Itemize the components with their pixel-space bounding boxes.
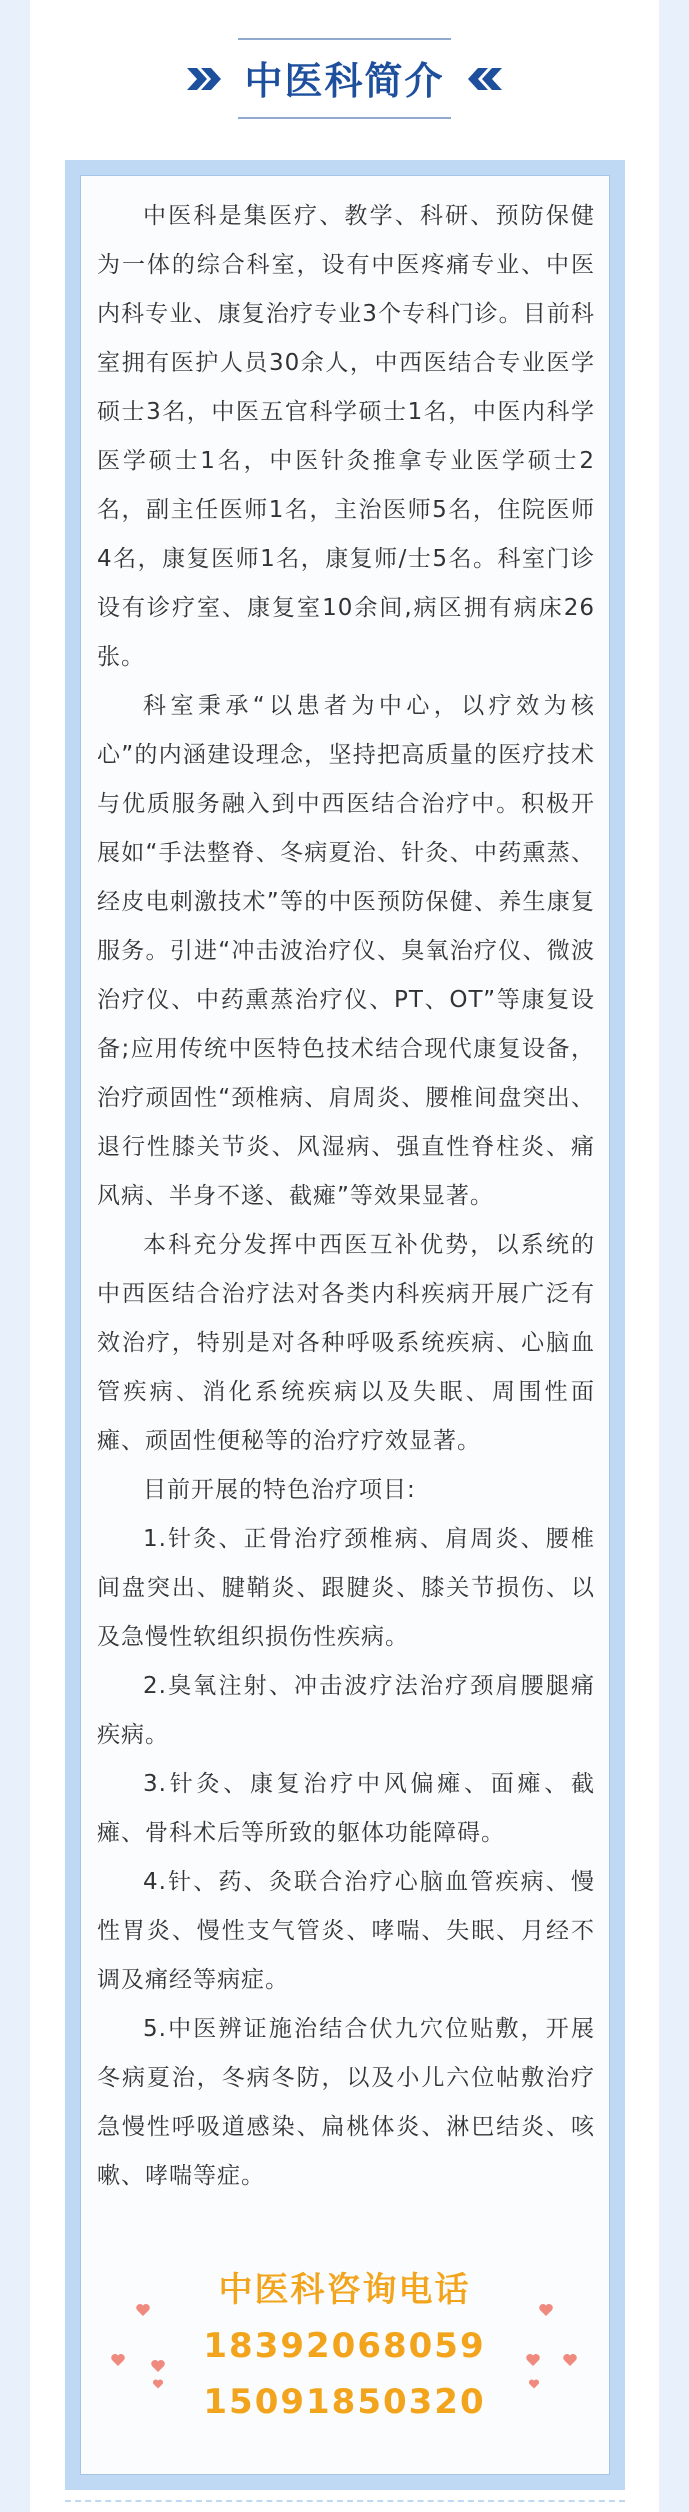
list-item: 1.针灸、正骨治疗颈椎病、肩周炎、腰椎间盘突出、腱鞘炎、跟腱炎、膝关节损伤、以及急慢性软组织损伤性疾病。 <box>97 1526 595 1650</box>
phone-number[interactable]: 15091850320 <box>203 2382 486 2422</box>
intro-content <box>97 192 595 2201</box>
paragraph: 中医科是集医疗、教学、科研、预防保健为一体的综合科室，设有中医疼痛专业、中医内科专业、康复治疗专业3个专科门诊。目前科室拥有医护人员30余人，中西医结合专业医学硕士3名，中医五官科学硕士1名，中医内科学医学硕士1名，中医针灸推拿专业医学硕士2名，副主任医师1名，主治医师5名，住院医师4名，康复医师1名，康复师/士5名。科室门诊设有诊疗室、康复室10余间,病区拥有病床26张。 <box>97 203 595 670</box>
bottom-divider <box>65 2500 625 2502</box>
list-item: 2.臭氧注射、冲击波疗法治疗颈肩腰腿痛疾病。 <box>97 1673 595 1748</box>
heart-icon <box>150 2358 166 2374</box>
paragraph: 科室秉承“以患者为中心，以疗效为核心”的内涵建设理念，坚持把高质量的医疗技术与优质服务融入到中西医结合治疗中。积极开展如“手法整脊、冬病夏治、针灸、中药熏蒸、经皮电刺激技术”等的中医预防保健、养生康复服务。引进“冲击波治疗仪、臭氧治疗仪、微波治疗仪、中药熏蒸治疗仪、PT、OT”等康复设备;应用传统中医特色技术结合现代康复设备，治疗顽固性“颈椎病、肩周炎、腰椎间盘突出、退行性膝关节炎、风湿病、强直性脊柱炎、痛风病、半身不遂、截瘫”等效果显著。 <box>97 693 595 1209</box>
contact-block <box>0 2262 689 2430</box>
paragraph: 本科充分发挥中西医互补优势，以系统的中西医结合治疗法对各类内科疾病开展广泛有效治疗，特别是对各种呼吸系统疾病、心脑血管疾病、消化系统疾病以及失眠、周围性面瘫、顽固性便秘等的治疗疗效显著。 <box>97 1232 595 1454</box>
heart-icon <box>562 2352 578 2368</box>
heart-icon <box>525 2352 541 2368</box>
heart-icon <box>528 2378 540 2390</box>
double-chevron-right-icon <box>187 68 221 90</box>
list-item: 5.中医辨证施治结合伏九穴位贴敷，开展冬病夏治，冬病冬防，以及小儿六位帖敷治疗急慢性呼吸道感染、扁桃体炎、淋巴结炎、咳嗽、哮喘等症。 <box>97 2016 595 2189</box>
heart-icon <box>152 2378 164 2390</box>
list-item: 4.针、药、灸联合治疗心脑血管疾病、慢性胃炎、慢性支气管炎、哮喘、失眠、月经不调及痛经等病症。 <box>97 1869 595 1993</box>
list-heading: 目前开展的特色治疗项目: <box>143 1477 416 1503</box>
contact-title: 中医科咨询电话 <box>218 2270 471 2310</box>
header <box>0 0 689 140</box>
phone-number[interactable]: 18392068059 <box>203 2326 486 2366</box>
double-chevron-left-icon <box>468 68 502 90</box>
heart-icon <box>538 2302 554 2318</box>
title-row <box>0 38 689 119</box>
page-title: 中医科简介 <box>238 38 450 119</box>
heart-icon <box>135 2302 151 2318</box>
list-item: 3.针灸、康复治疗中风偏瘫、面瘫、截瘫、骨科术后等所致的躯体功能障碍。 <box>97 1771 595 1846</box>
heart-icon <box>110 2352 126 2368</box>
